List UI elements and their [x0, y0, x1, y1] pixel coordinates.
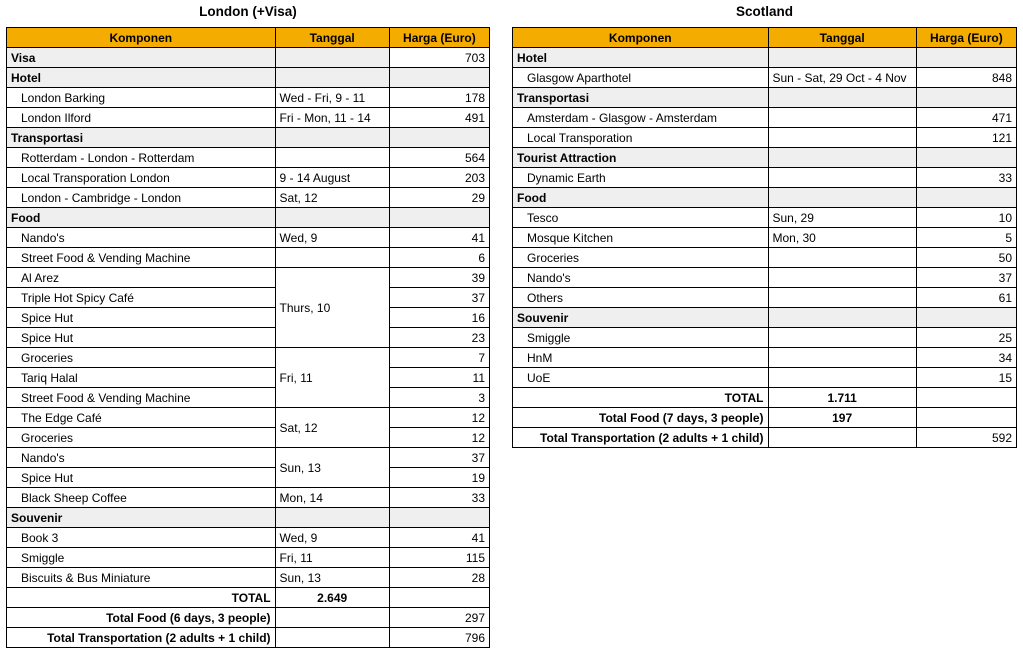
cell-harga: 471 [916, 108, 1016, 128]
total-value: 592 [916, 428, 1016, 448]
total-blank [275, 608, 389, 628]
table-row [513, 108, 1017, 128]
cell-komponen: Al Arez [7, 268, 276, 288]
cell-komponen: Nando's [7, 228, 276, 248]
total-blank [768, 428, 916, 448]
cell-tanggal [275, 68, 389, 88]
cell-harga: 23 [389, 328, 489, 348]
table-row [7, 148, 490, 168]
cell-harga: 41 [389, 228, 489, 248]
table-row [7, 408, 490, 428]
cell-komponen: London Barking [7, 88, 276, 108]
cell-komponen: Nando's [7, 448, 276, 468]
total-blank [916, 388, 1016, 408]
table-row [513, 288, 1017, 308]
cell-harga [389, 128, 489, 148]
cell-harga [916, 48, 1016, 68]
cell-tanggal: Fri - Mon, 11 - 14 [275, 108, 389, 128]
cell-komponen: Dynamic Earth [513, 168, 769, 188]
cell-harga: 50 [916, 248, 1016, 268]
table-row [513, 228, 1017, 248]
london-table [6, 27, 490, 648]
total-row [7, 628, 490, 648]
cell-tanggal: Sun - Sat, 29 Oct - 4 Nov [768, 68, 916, 88]
cell-komponen: Tariq Halal [7, 368, 276, 388]
table-row [7, 468, 490, 488]
cell-komponen: Street Food & Vending Machine [7, 248, 276, 268]
cell-tanggal: Mon, 14 [275, 488, 389, 508]
cell-harga: 28 [389, 568, 489, 588]
cell-komponen: Spice Hut [7, 468, 276, 488]
cell-tanggal: Sun, 13 [275, 448, 389, 488]
category-row [7, 208, 490, 228]
total-blank [389, 588, 489, 608]
table-header-row [7, 28, 490, 48]
table-row [7, 368, 490, 388]
cell-komponen: Rotterdam - London - Rotterdam [7, 148, 276, 168]
cell-harga [916, 148, 1016, 168]
cell-komponen: Smiggle [513, 328, 769, 348]
cell-tanggal [768, 88, 916, 108]
cell-tanggal: Sat, 12 [275, 408, 389, 448]
cell-tanggal: Wed - Fri, 9 - 11 [275, 88, 389, 108]
cell-tanggal [275, 208, 389, 228]
table-row [7, 348, 490, 368]
table-row [7, 388, 490, 408]
table-row [7, 568, 490, 588]
total-value: 197 [768, 408, 916, 428]
cell-komponen: Groceries [513, 248, 769, 268]
cell-harga [916, 88, 1016, 108]
category-row [7, 128, 490, 148]
cell-harga [916, 308, 1016, 328]
cell-komponen: Nando's [513, 268, 769, 288]
cell-tanggal [768, 348, 916, 368]
cell-komponen: Souvenir [513, 308, 769, 328]
table-row [7, 288, 490, 308]
table-row [7, 448, 490, 468]
table-row [513, 128, 1017, 148]
cell-komponen: Others [513, 288, 769, 308]
cell-tanggal [768, 308, 916, 328]
table-row [7, 308, 490, 328]
cell-komponen: Biscuits & Bus Miniature [7, 568, 276, 588]
table-row [7, 268, 490, 288]
cell-komponen: Groceries [7, 428, 276, 448]
total-label: Total Food (7 days, 3 people) [513, 408, 769, 428]
table-row [513, 68, 1017, 88]
table-row [513, 168, 1017, 188]
cell-tanggal [768, 268, 916, 288]
total-blank [916, 408, 1016, 428]
cell-harga: 115 [389, 548, 489, 568]
cell-harga: 34 [916, 348, 1016, 368]
table-row [7, 188, 490, 208]
cell-komponen: Hotel [513, 48, 769, 68]
table-row [513, 268, 1017, 288]
cell-harga: 33 [389, 488, 489, 508]
cell-komponen: The Edge Café [7, 408, 276, 428]
cell-harga [389, 508, 489, 528]
total-value: 297 [389, 608, 489, 628]
cell-tanggal: 9 - 14 August [275, 168, 389, 188]
table-row [7, 108, 490, 128]
table-row [7, 488, 490, 508]
cell-komponen: HnM [513, 348, 769, 368]
table-row [513, 248, 1017, 268]
cell-komponen: Transportasi [513, 88, 769, 108]
total-row [513, 408, 1017, 428]
table-row [7, 88, 490, 108]
london-title: London (+Visa) [199, 4, 297, 19]
cell-komponen: Street Food & Vending Machine [7, 388, 276, 408]
cell-harga [389, 208, 489, 228]
table-header-row [513, 28, 1017, 48]
cell-tanggal: Sun, 13 [275, 568, 389, 588]
total-label: TOTAL [7, 588, 276, 608]
category-row [7, 48, 490, 68]
cell-harga: 37 [389, 288, 489, 308]
cell-komponen: Local Transporation [513, 128, 769, 148]
cell-tanggal [768, 168, 916, 188]
cell-tanggal: Fri, 11 [275, 348, 389, 408]
cell-tanggal: Sat, 12 [275, 188, 389, 208]
cell-tanggal: Thurs, 10 [275, 268, 389, 348]
cell-komponen: Tourist Attraction [513, 148, 769, 168]
total-row [513, 388, 1017, 408]
total-label: Total Transportation (2 adults + 1 child) [7, 628, 276, 648]
cell-harga: 6 [389, 248, 489, 268]
cell-komponen: Tesco [513, 208, 769, 228]
cell-harga: 16 [389, 308, 489, 328]
total-value: 2.649 [275, 588, 389, 608]
cell-tanggal [768, 248, 916, 268]
cell-harga: 37 [916, 268, 1016, 288]
cell-komponen: Triple Hot Spicy Café [7, 288, 276, 308]
cell-tanggal [275, 48, 389, 68]
table-row [513, 328, 1017, 348]
cell-harga: 178 [389, 88, 489, 108]
cell-harga: 7 [389, 348, 489, 368]
cell-komponen: Smiggle [7, 548, 276, 568]
total-value: 796 [389, 628, 489, 648]
total-label: Total Food (6 days, 3 people) [7, 608, 276, 628]
cell-harga: 10 [916, 208, 1016, 228]
cell-harga [389, 68, 489, 88]
cell-harga: 19 [389, 468, 489, 488]
total-row [7, 608, 490, 628]
table-row [513, 348, 1017, 368]
cell-tanggal [768, 148, 916, 168]
table-row [7, 228, 490, 248]
cell-tanggal [768, 108, 916, 128]
cell-tanggal: Mon, 30 [768, 228, 916, 248]
category-row [513, 48, 1017, 68]
cell-komponen: Souvenir [7, 508, 276, 528]
total-label: Total Transportation (2 adults + 1 child) [513, 428, 769, 448]
cell-komponen: Amsterdam - Glasgow - Amsterdam [513, 108, 769, 128]
cell-komponen: Hotel [7, 68, 276, 88]
cell-harga: 61 [916, 288, 1016, 308]
cell-harga: 121 [916, 128, 1016, 148]
cell-harga: 39 [389, 268, 489, 288]
cell-tanggal [768, 188, 916, 208]
cell-harga: 11 [389, 368, 489, 388]
category-row [513, 148, 1017, 168]
scotland-panel [512, 0, 1017, 448]
cell-komponen: Book 3 [7, 528, 276, 548]
london-panel [6, 0, 490, 648]
cell-tanggal: Wed, 9 [275, 528, 389, 548]
category-row [513, 188, 1017, 208]
table-row [7, 548, 490, 568]
category-row [513, 88, 1017, 108]
cell-tanggal [768, 328, 916, 348]
cell-harga: 25 [916, 328, 1016, 348]
cell-komponen: Glasgow Aparthotel [513, 68, 769, 88]
cell-tanggal [275, 148, 389, 168]
table-row [7, 168, 490, 188]
column-header-komponen: Komponen [7, 28, 276, 48]
cell-tanggal [275, 508, 389, 528]
cell-komponen: Food [513, 188, 769, 208]
cell-tanggal: Sun, 29 [768, 208, 916, 228]
table-row [7, 428, 490, 448]
total-row [513, 428, 1017, 448]
column-header-tanggal: Tanggal [768, 28, 916, 48]
cell-harga: 41 [389, 528, 489, 548]
column-header-tanggal: Tanggal [275, 28, 389, 48]
cell-komponen: Local Transporation London [7, 168, 276, 188]
table-row [513, 208, 1017, 228]
column-header-harga: Harga (Euro) [916, 28, 1016, 48]
cell-komponen: Transportasi [7, 128, 276, 148]
cell-komponen: Spice Hut [7, 328, 276, 348]
total-value: 1.711 [768, 388, 916, 408]
total-row [7, 588, 490, 608]
total-blank [275, 628, 389, 648]
scotland-title: Scotland [735, 4, 793, 19]
cell-harga: 12 [389, 408, 489, 428]
cell-komponen: Visa [7, 48, 276, 68]
cell-tanggal [768, 288, 916, 308]
cell-harga: 37 [389, 448, 489, 468]
cell-tanggal [768, 368, 916, 388]
scotland-table [512, 27, 1017, 448]
cell-komponen: Groceries [7, 348, 276, 368]
category-row [7, 68, 490, 88]
cell-tanggal [275, 128, 389, 148]
table-row [7, 528, 490, 548]
cell-tanggal [768, 48, 916, 68]
cell-tanggal [275, 248, 389, 268]
cell-harga: 848 [916, 68, 1016, 88]
table-row [513, 368, 1017, 388]
cell-harga: 5 [916, 228, 1016, 248]
category-row [7, 508, 490, 528]
cell-komponen: Mosque Kitchen [513, 228, 769, 248]
total-label: TOTAL [513, 388, 769, 408]
cell-tanggal [768, 128, 916, 148]
cell-komponen: Spice Hut [7, 308, 276, 328]
cell-harga [916, 188, 1016, 208]
cell-harga: 33 [916, 168, 1016, 188]
cell-komponen: London - Cambridge - London [7, 188, 276, 208]
table-row [7, 328, 490, 348]
category-row [513, 308, 1017, 328]
cell-harga: 491 [389, 108, 489, 128]
cell-komponen: Food [7, 208, 276, 228]
cell-harga: 3 [389, 388, 489, 408]
cell-harga: 564 [389, 148, 489, 168]
cell-komponen: London Ilford [7, 108, 276, 128]
cell-harga: 703 [389, 48, 489, 68]
table-row [7, 248, 490, 268]
cell-tanggal: Fri, 11 [275, 548, 389, 568]
cell-tanggal: Wed, 9 [275, 228, 389, 248]
cell-harga: 15 [916, 368, 1016, 388]
column-header-komponen: Komponen [513, 28, 769, 48]
cell-komponen: Black Sheep Coffee [7, 488, 276, 508]
cell-harga: 203 [389, 168, 489, 188]
cell-harga: 29 [389, 188, 489, 208]
column-header-harga: Harga (Euro) [389, 28, 489, 48]
cell-komponen: UoE [513, 368, 769, 388]
cell-harga: 12 [389, 428, 489, 448]
